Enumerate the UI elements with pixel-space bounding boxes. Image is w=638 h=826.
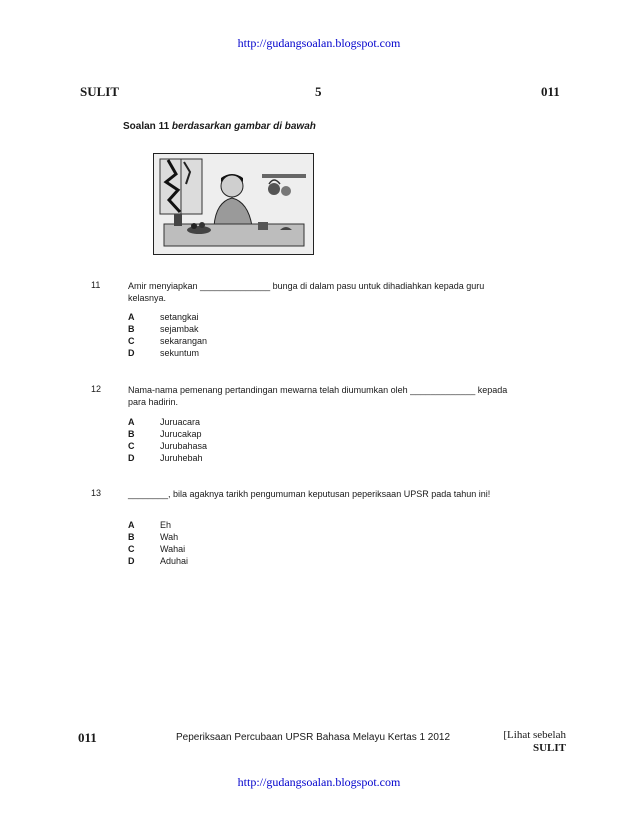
option-b[interactable]: B Jurucakap	[128, 429, 202, 439]
option-c[interactable]: C Jurubahasa	[128, 441, 208, 451]
question-number: 11	[91, 280, 101, 290]
options-list	[128, 416, 207, 464]
question-text: ________, bila agaknya tarikh pengumuman keputusan peperiksaan UPSR pada tahun ini!	[128, 489, 491, 499]
option-b[interactable]: B sejambak	[128, 324, 199, 334]
question-text: Nama-nama pemenang pertandingan mewarna telah diumumkan oleh _____________ kepada para hadirin.	[128, 385, 508, 407]
question-text: Amir menyiapkan ______________ bunga di dalam pasu untuk dihadiahkan kepada guru kelasnya.	[128, 281, 485, 303]
option-d[interactable]: D Aduhai	[128, 556, 189, 566]
option-d[interactable]: D sekuntum	[128, 348, 200, 358]
option-c[interactable]: C Wahai	[128, 544, 186, 554]
section-intro-prefix: Soalan 11	[123, 121, 170, 132]
page-number: 5	[315, 84, 322, 99]
option-c[interactable]: C sekarangan	[128, 336, 208, 346]
option-a[interactable]: A Juruacara	[128, 417, 201, 427]
options-list	[128, 519, 188, 567]
option-a[interactable]: A setangkai	[128, 312, 199, 322]
header-sulit: SULIT	[80, 84, 120, 99]
bottom-url-link[interactable]: http://gudangsoalan.blogspot.com	[237, 775, 401, 789]
question-picture	[153, 153, 314, 255]
footer-sulit: SULIT	[532, 742, 566, 754]
section-intro	[123, 121, 316, 132]
option-b[interactable]: B Wah	[128, 532, 179, 542]
options-list	[128, 311, 207, 359]
header-paper-code: 011	[541, 84, 560, 99]
section-intro-rest: berdasarkan gambar di bawah	[171, 121, 316, 132]
option-a[interactable]: A Eh	[128, 520, 172, 530]
footer-turn-over-text: [Lihat sebelah	[503, 729, 566, 741]
question-number: 13	[91, 488, 102, 498]
footer-turn-over	[470, 729, 566, 755]
option-d[interactable]: D Juruhebah	[128, 453, 203, 463]
boy-at-table-illustration	[154, 154, 313, 254]
footer-exam-title: Peperiksaan Percubaan UPSR Bahasa Melayu Kertas 1 2012	[176, 732, 451, 743]
top-url-link[interactable]: http://gudangsoalan.blogspot.com	[237, 36, 401, 50]
footer-paper-code: 011	[78, 730, 97, 745]
question-number: 12	[91, 384, 102, 394]
